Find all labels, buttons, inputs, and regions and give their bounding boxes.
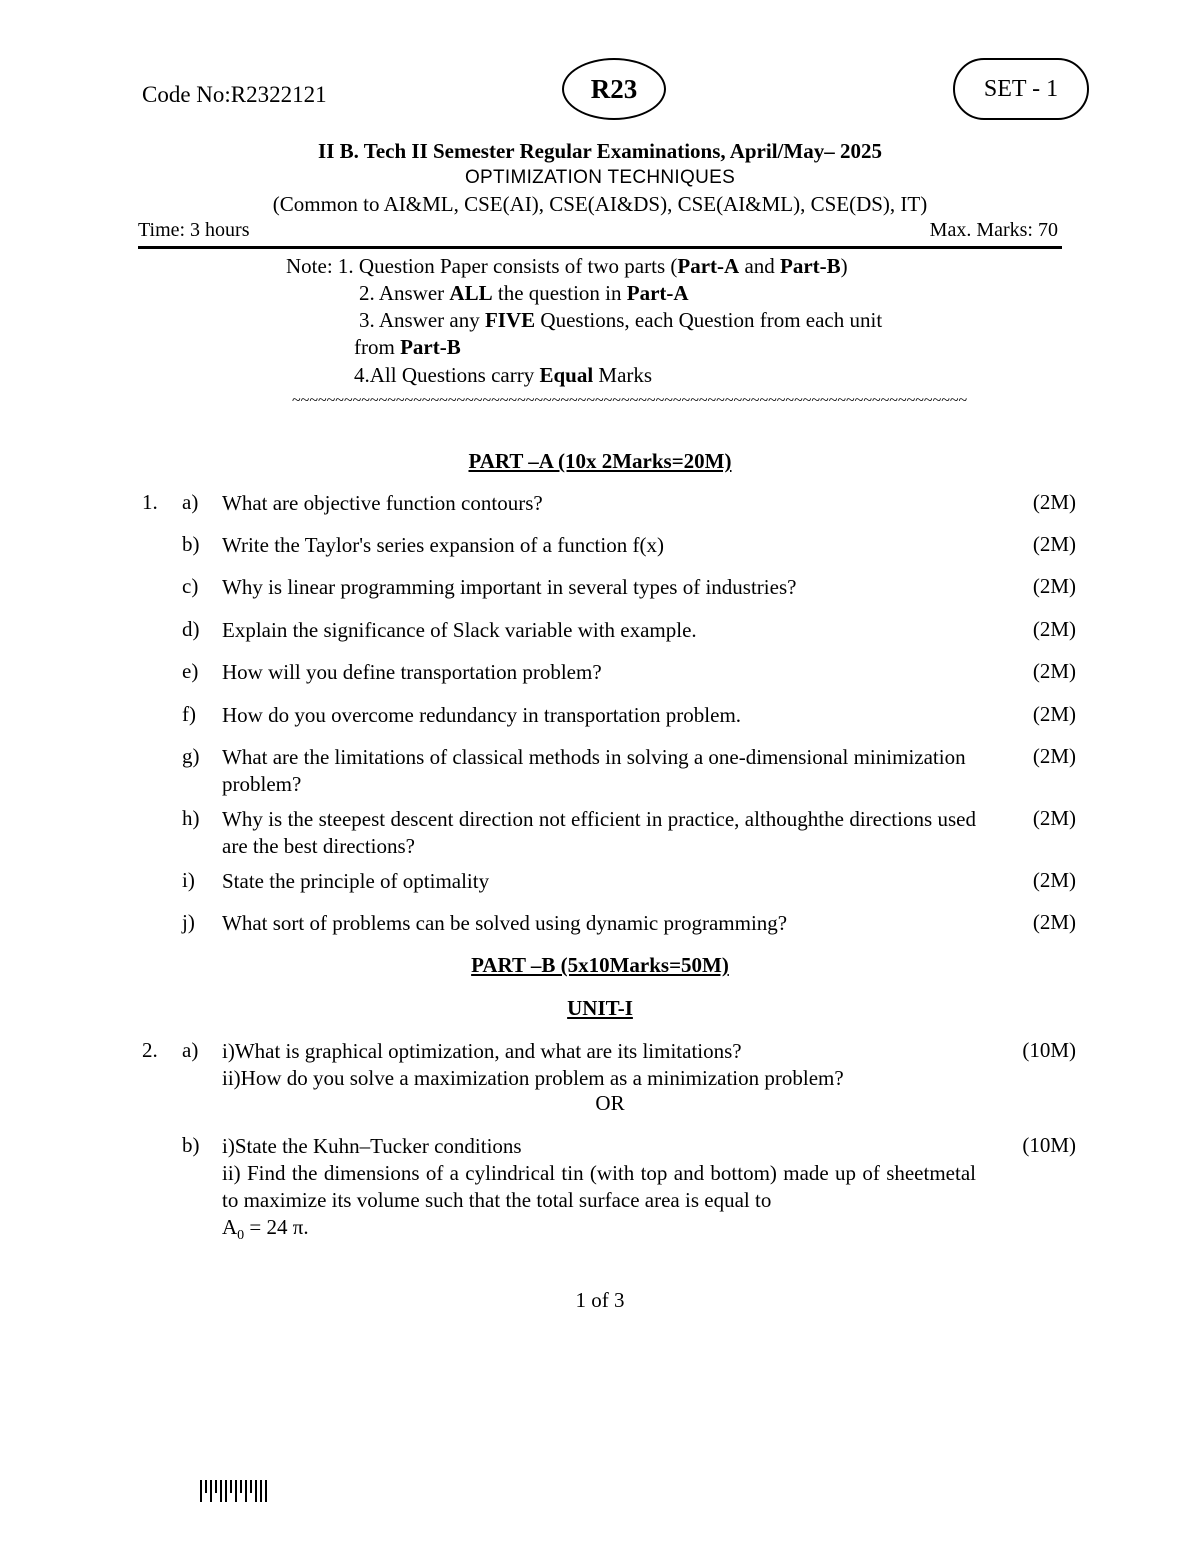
exam-duration: Time: 3 hours [138, 219, 250, 241]
exam-title: II B. Tech II Semester Regular Examinations, April/May– 2025 [318, 139, 882, 163]
question-1h-marks: (2M) [1032, 806, 1076, 830]
question-1b-letter: b) [182, 532, 200, 556]
question-1h-letter: h) [182, 806, 200, 830]
question-1e-marks: (2M) [1032, 659, 1076, 683]
question-2b-part-ii: ii) Find the dimensions of a cylindrical tin (with top and bottom) made up of sheetmetal to maximize its volume such that the total surface area is equal to [222, 1161, 976, 1212]
question-1g-letter: g) [182, 744, 200, 768]
question-1i-marks: (2M) [1032, 868, 1076, 892]
note-line-1: Note: 1. Question Paper consists of two parts (Part-A and Part-B) [286, 254, 848, 278]
question-2a-part-i: i)What is graphical optimization, and what are its limitations? [222, 1039, 742, 1063]
question-1g-marks: (2M) [1032, 744, 1076, 768]
question-1g-text: What are the limitations of classical methods in solving a one-dimensional minimization problem? [222, 745, 966, 796]
unit-1-heading: UNIT-I [567, 996, 633, 1020]
note-line-2: 2. Answer ALL the question in Part-A [359, 281, 689, 305]
regulation-badge-label: R23 [590, 73, 638, 104]
code-number: Code No:R2322121 [142, 82, 327, 107]
header-divider [138, 246, 1062, 249]
question-1i-text: State the principle of optimality [222, 869, 490, 893]
barcode-mark [200, 1480, 267, 1502]
question-number-2: 2. [142, 1038, 158, 1062]
or-divider: OR [595, 1091, 625, 1115]
question-1a-marks: (2M) [1032, 490, 1076, 514]
regulation-badge [562, 58, 666, 120]
question-1d-text: Explain the significance of Slack variable with example. [222, 618, 697, 642]
question-2a-letter: a) [182, 1038, 199, 1062]
note-line-3-cont: from Part-B [354, 335, 461, 359]
question-1a-text: What are objective function contours? [222, 491, 543, 515]
question-1f-marks: (2M) [1032, 702, 1076, 726]
question-1e-letter: e) [182, 659, 199, 683]
question-1c-letter: c) [182, 574, 199, 598]
time-marks-row [138, 219, 1058, 242]
question-2a-text [222, 1038, 976, 1092]
question-1f-letter: f) [182, 702, 196, 726]
question-1j-text: What sort of problems can be solved using dynamic programming? [222, 911, 788, 935]
subject-name: OPTIMIZATION TECHNIQUES [464, 167, 736, 188]
note-line-4: 4.All Questions carry Equal Marks [354, 363, 653, 387]
question-1f-text: How do you overcome redundancy in transportation problem. [222, 703, 742, 727]
part-b-heading: PART –B (5x10Marks=50M) [471, 953, 729, 977]
question-1h-text: Why is the steepest descent direction not efficient in practice, althoughthe directions used are the best directions? [222, 807, 976, 858]
part-a-heading: PART –A (10x 2Marks=20M) [468, 449, 732, 473]
question-1a-letter: a) [182, 490, 199, 514]
question-1d-marks: (2M) [1032, 617, 1076, 641]
notes-separator: ~~~~~~~~~~~~~~~~~~~~~~~~~~~~~~~~~~~~~~~~~~~~~~~~~~~~~~~~~~~~~~~~~~~~~~~~~~~~~~ [292, 392, 968, 409]
set-badge-label: SET - 1 [983, 75, 1059, 102]
page-number: 1 of 3 [575, 1288, 625, 1312]
question-2b-marks: (10M) [1022, 1133, 1076, 1157]
question-1d-letter: d) [182, 617, 200, 641]
question-number-1: 1. [142, 490, 158, 514]
max-marks: Max. Marks: 70 [929, 219, 1058, 241]
question-1b-text: Write the Taylor's series expansion of a function f(x) [222, 533, 664, 557]
question-2a-part-ii: ii)How do you solve a maximization problem as a minimization problem? [222, 1066, 844, 1090]
question-2b-letter: b) [182, 1133, 200, 1157]
question-2a-marks: (10M) [1022, 1038, 1076, 1062]
common-to-branches: (Common to AI&ML, CSE(AI), CSE(AI&DS), CSE(AI&ML), CSE(DS), IT) [272, 192, 928, 216]
question-1c-marks: (2M) [1032, 574, 1076, 598]
set-badge [953, 58, 1089, 120]
question-1i-letter: i) [182, 868, 195, 892]
question-2b-formula: $A_0 = 24$ π. [222, 1215, 309, 1244]
question-2b-part-i: i)State the Kuhn–Tucker conditions [222, 1134, 522, 1158]
question-1j-marks: (2M) [1032, 910, 1076, 934]
question-2b-text [222, 1133, 976, 1249]
question-1e-text: How will you define transportation problem? [222, 660, 602, 684]
question-1c-text: Why is linear programming important in several types of industries? [222, 575, 797, 599]
question-1j-letter: j) [182, 910, 195, 934]
note-line-3: 3. Answer any FIVE Questions, each Question from each unit [359, 308, 883, 332]
question-1b-marks: (2M) [1032, 532, 1076, 556]
